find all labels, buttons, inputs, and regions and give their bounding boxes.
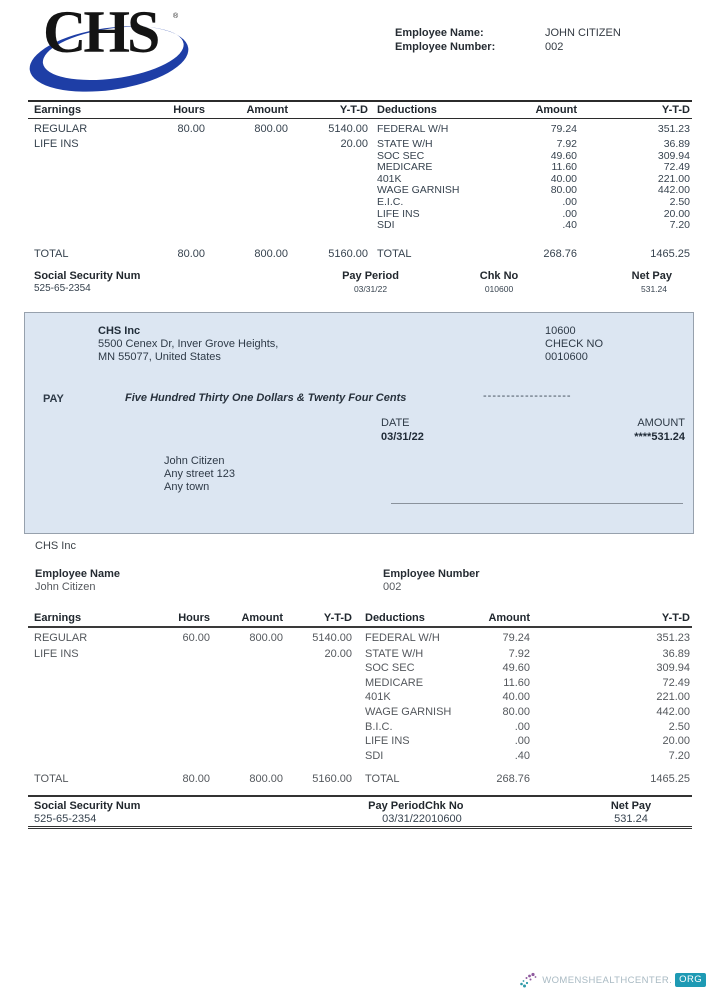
col-earnings: Earnings: [34, 104, 82, 116]
deduction-ytd: 36.89: [663, 138, 690, 150]
deduction-ytd: 7.20: [668, 749, 690, 762]
earning-ytd: 20.00: [324, 647, 352, 660]
col-hours: Hours: [173, 104, 205, 116]
payee-address2: Any town: [164, 481, 210, 493]
payee-block: [164, 455, 235, 494]
deduction-name: STATE W/H: [365, 647, 424, 660]
earning-amount: 800.00: [254, 123, 288, 135]
ssn-label: Social Security Num: [34, 270, 141, 282]
brand-name: WOMENSHEALTHCENTER.: [542, 974, 673, 986]
brand-dots-icon: [519, 971, 539, 989]
top-statement-table: [28, 100, 692, 260]
chk-no-value: 010600: [425, 812, 462, 825]
deduction-name: B.I.C.: [365, 720, 393, 733]
deduction-amount: 40.00: [550, 172, 577, 185]
payee-address1: Any street 123: [164, 468, 235, 480]
earning-ytd: 5140.00: [328, 123, 368, 135]
earning-amount: 800.00: [249, 632, 283, 644]
top-earnings-list: [28, 122, 368, 152]
check-panel: [24, 312, 694, 534]
amount-in-words: Five Hundred Thirty One Dollars & Twenty Four Cents: [125, 392, 407, 404]
earn-total-label: TOTAL: [34, 773, 69, 786]
chk-no-label: Chk No: [425, 800, 464, 812]
deduction-name: FEDERAL W/H: [377, 123, 449, 135]
deduction-ytd: 2.50: [668, 720, 690, 733]
chk-no-value: 010600: [484, 283, 514, 294]
deduction-name: STATE W/H: [377, 138, 433, 150]
employee-name-value: John Citizen: [35, 581, 96, 593]
deduction-name: 401K: [365, 691, 391, 704]
ssn-label: Social Security Num: [34, 800, 141, 812]
earning-name: REGULAR: [34, 123, 88, 135]
deduction-ytd: 351.23: [657, 123, 690, 135]
check-company-address2: MN 55077, United States: [98, 350, 221, 363]
deduction-amount: 79.24: [502, 632, 530, 644]
brand-suffix-badge: ORG: [675, 973, 706, 987]
top-table-header: [28, 100, 692, 119]
bottom-total-row: [28, 773, 692, 785]
earn-total-ytd: 5160.00: [328, 247, 368, 260]
check-company-block: [98, 325, 278, 363]
col-ytd: Y-T-D: [339, 104, 368, 116]
amount-label: AMOUNT: [637, 417, 685, 429]
employee-name-label: Employee Name: [35, 568, 120, 580]
deduction-ytd: 221.00: [657, 172, 690, 185]
deduction-amount: 7.92: [556, 138, 577, 150]
employee-name-value: JOHN CITIZEN: [545, 27, 621, 39]
employee-name-label: Employee Name:: [395, 27, 484, 39]
deduction-amount: 40.00: [502, 691, 530, 704]
earning-hours: 60.00: [182, 632, 210, 644]
deduction-ytd: 7.20: [669, 219, 690, 232]
col-ded-ytd: Y-T-D: [661, 612, 690, 624]
deduction-amount: 11.60: [551, 161, 577, 174]
deduction-amount: 7.92: [508, 647, 530, 660]
signature-line: [391, 503, 683, 504]
date-label: DATE: [381, 417, 410, 429]
net-pay-value: 531.24: [641, 283, 667, 294]
deduction-name: FEDERAL W/H: [365, 632, 440, 644]
ssn-value: 525-65-2354: [34, 282, 91, 294]
ded-total-label: TOTAL: [365, 773, 400, 786]
date-value: 03/31/22: [381, 431, 424, 443]
employee-name-block: [35, 568, 120, 594]
earning-amount: [210, 647, 283, 663]
deduction-ytd: 72.49: [662, 676, 690, 689]
check-number-short: 10600: [545, 325, 576, 337]
deduction-ytd: 20.00: [662, 735, 690, 748]
check-number-long: 0010600: [545, 351, 588, 363]
check-number-block: [545, 325, 603, 364]
col-ded-ytd: Y-T-D: [661, 104, 690, 116]
deduction-name: WAGE GARNISH: [365, 705, 452, 718]
deduction-ytd: 221.00: [656, 691, 690, 704]
ded-total-ytd: 1465.25: [650, 247, 690, 260]
earn-total-amount: 800.00: [249, 773, 283, 786]
check-company-name: CHS Inc: [98, 325, 141, 337]
employee-number-label: Employee Number:: [395, 40, 496, 53]
deduction-name: LIFE INS: [365, 735, 410, 748]
employee-number-label: Employee Number: [383, 568, 480, 580]
col-deductions: Deductions: [365, 612, 425, 624]
deduction-ytd: 36.89: [662, 647, 690, 660]
net-pay-label: Net Pay: [631, 270, 672, 282]
deduction-amount: 80.00: [502, 705, 530, 718]
col-hours: Hours: [178, 612, 210, 624]
check-amount-block: [565, 416, 685, 444]
pay-period-value: 03/31/22: [382, 812, 425, 825]
earn-total-label: TOTAL: [34, 247, 69, 260]
earning-hours: [154, 647, 210, 663]
deduction-amount: .00: [514, 735, 530, 748]
deduction-name: E.I.C.: [377, 195, 404, 208]
deduction-ytd: 351.23: [656, 632, 690, 644]
ded-total-amount: 268.76: [543, 247, 577, 260]
earning-name: REGULAR: [34, 632, 88, 644]
employee-header-values: [545, 27, 621, 54]
net-pay-label: Net Pay: [610, 800, 652, 812]
deduction-ytd: 72.49: [663, 161, 690, 174]
registered-mark: ®: [173, 13, 179, 20]
bottom-earnings-list: [28, 631, 352, 662]
logo-wordmark: CHS: [43, 0, 158, 65]
deduction-name: SOC SEC: [365, 662, 415, 675]
pay-label: PAY: [43, 393, 64, 405]
bottom-summary-strip: [28, 795, 692, 829]
top-deductions-list: [377, 122, 690, 232]
deduction-name: MEDICARE: [377, 161, 433, 174]
earning-amount: [205, 137, 288, 152]
deduction-amount: .40: [514, 749, 530, 762]
earn-total-hours: 80.00: [182, 773, 210, 786]
deduction-amount: 11.60: [503, 676, 530, 689]
deduction-ytd: 442.00: [656, 705, 690, 718]
ssn-value: 525-65-2354: [34, 812, 97, 825]
employee-header-labels: [395, 27, 495, 54]
amount-value: ****531.24: [634, 431, 685, 443]
deduction-name: SDI: [365, 749, 384, 762]
earning-hours: [164, 137, 205, 152]
earning-name: LIFE INS: [34, 138, 79, 150]
deduction-amount: 49.60: [550, 149, 577, 162]
check-date-block: [381, 416, 424, 444]
col-ded-amount: Amount: [535, 104, 577, 116]
top-summary-strip: [28, 266, 692, 302]
earn-total-amount: 800.00: [254, 247, 288, 260]
col-earnings: Earnings: [34, 612, 82, 624]
chk-no-label: Chk No: [479, 270, 519, 282]
deduction-ytd: 309.94: [657, 149, 690, 162]
deduction-amount: .00: [514, 720, 530, 733]
deduction-amount: 79.24: [550, 123, 577, 135]
col-ytd: Y-T-D: [323, 612, 352, 624]
pay-period-label: Pay Period: [368, 800, 425, 812]
bottom-deductions-list: [365, 631, 690, 763]
amount-filler-dashes: -------------------: [483, 390, 572, 402]
check-company-address1: 5500 Cenex Dr, Inver Grove Heights,: [98, 337, 279, 350]
watermark-brand: [519, 971, 706, 989]
pay-period-label: Pay Period: [342, 270, 399, 282]
deduction-name: 401K: [377, 172, 402, 185]
col-ded-amount: Amount: [488, 612, 530, 624]
earning-ytd: 20.00: [340, 138, 368, 150]
col-amount: Amount: [241, 612, 283, 624]
net-pay-value: 531.24: [614, 812, 648, 825]
deduction-amount: 49.60: [502, 662, 530, 675]
check-no-label: CHECK NO: [545, 338, 604, 350]
deduction-ytd: 309.94: [656, 662, 690, 675]
deduction-name: SDI: [377, 219, 395, 232]
deduction-name: LIFE INS: [377, 207, 420, 220]
payee-name: John Citizen: [164, 455, 225, 467]
col-deductions: Deductions: [377, 104, 437, 116]
col-amount: Amount: [246, 104, 288, 116]
employee-number-value: 002: [383, 581, 402, 593]
bottom-statement-table: [28, 610, 692, 785]
deduction-amount: .00: [562, 195, 577, 208]
ded-total-label: TOTAL: [377, 247, 412, 260]
pay-period-value: 03/31/22: [353, 283, 388, 294]
earn-total-ytd: 5160.00: [312, 773, 352, 786]
deduction-ytd: 20.00: [663, 207, 690, 220]
company-line: CHS Inc: [35, 540, 76, 552]
deduction-ytd: 442.00: [657, 184, 690, 197]
deduction-name: SOC SEC: [377, 149, 425, 162]
deduction-amount: .00: [562, 207, 577, 220]
employee-number-value: 002: [545, 40, 564, 53]
earning-name: LIFE INS: [34, 647, 79, 660]
deduction-amount: .40: [562, 219, 577, 232]
top-total-row: [28, 248, 692, 260]
earning-hours: 80.00: [177, 123, 205, 135]
earn-total-hours: 80.00: [177, 247, 205, 260]
deduction-ytd: 2.50: [669, 195, 690, 208]
employee-number-block: [383, 568, 480, 594]
chs-logo: [25, 0, 200, 97]
earning-ytd: 5140.00: [312, 632, 352, 644]
deduction-name: WAGE GARNISH: [377, 184, 460, 197]
deduction-amount: 80.00: [550, 184, 577, 197]
bottom-table-header: [28, 610, 692, 628]
ded-total-amount: 268.76: [496, 773, 530, 786]
deduction-name: MEDICARE: [365, 676, 424, 689]
ded-total-ytd: 1465.25: [650, 773, 690, 786]
